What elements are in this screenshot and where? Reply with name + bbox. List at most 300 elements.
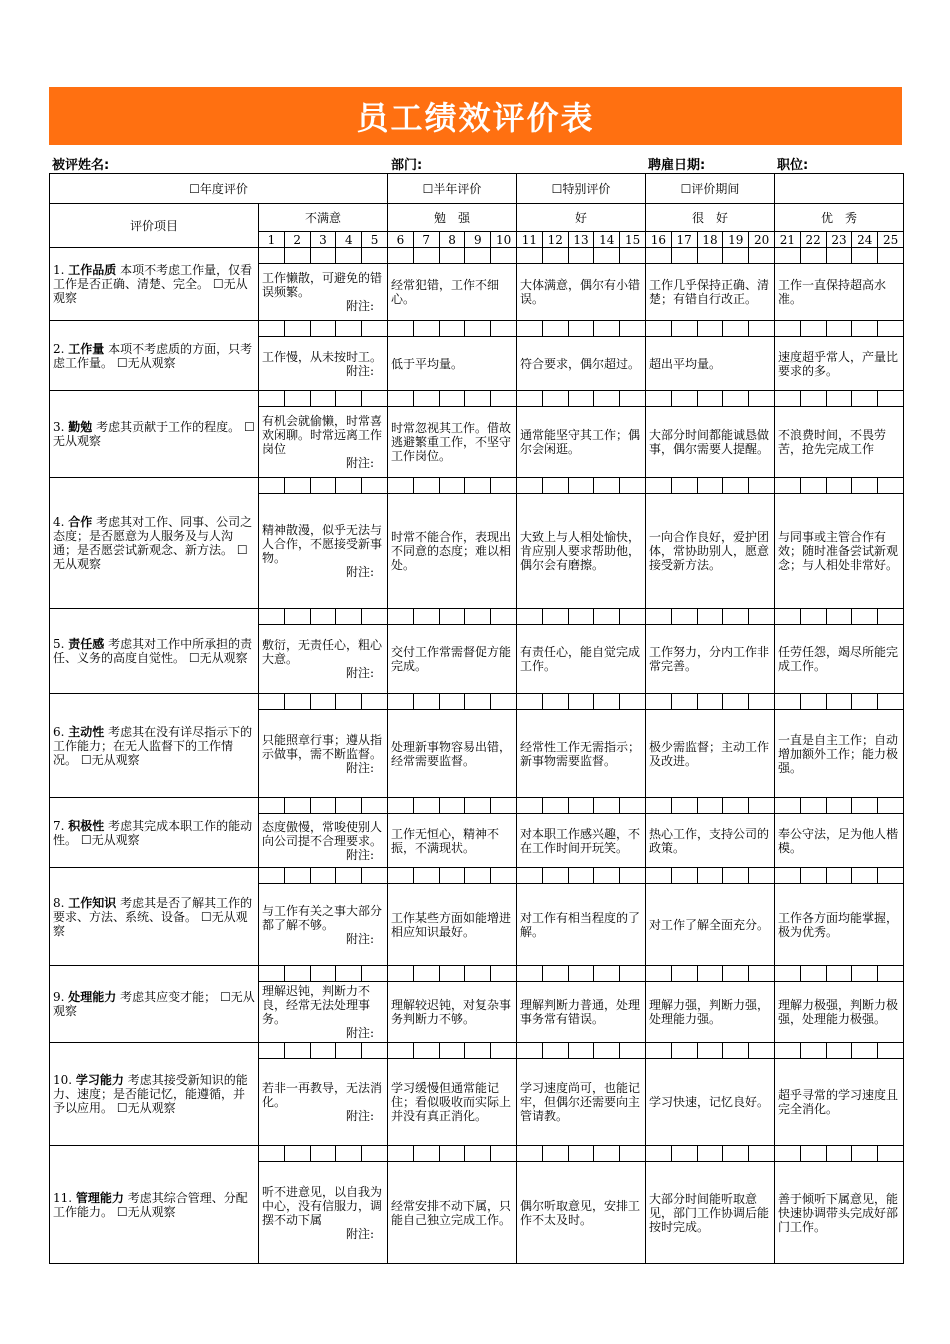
- score-box[interactable]: [749, 868, 775, 884]
- score-box[interactable]: [697, 609, 723, 625]
- score-box[interactable]: [774, 1146, 800, 1162]
- score-box[interactable]: [388, 391, 414, 407]
- score-box[interactable]: [826, 321, 852, 337]
- score-box[interactable]: [259, 798, 285, 814]
- score-box[interactable]: [517, 321, 543, 337]
- score-box[interactable]: [542, 391, 568, 407]
- score-box[interactable]: [594, 966, 620, 982]
- score-box[interactable]: [336, 868, 362, 884]
- score-box[interactable]: [568, 868, 594, 884]
- score-box[interactable]: [336, 1146, 362, 1162]
- score-box[interactable]: [362, 248, 388, 264]
- score-box[interactable]: [697, 868, 723, 884]
- score-box[interactable]: [284, 1043, 310, 1059]
- score-box[interactable]: [362, 798, 388, 814]
- score-box[interactable]: [852, 966, 878, 982]
- score-box[interactable]: [517, 391, 543, 407]
- score-box[interactable]: [362, 478, 388, 494]
- score-box[interactable]: [671, 1043, 697, 1059]
- score-box[interactable]: [362, 1043, 388, 1059]
- score-box[interactable]: [697, 1043, 723, 1059]
- score-box[interactable]: [594, 321, 620, 337]
- score-box[interactable]: [491, 248, 517, 264]
- score-box[interactable]: [388, 694, 414, 710]
- score-box[interactable]: [439, 609, 465, 625]
- criterion-number: 4.: [53, 515, 65, 529]
- score-box[interactable]: [878, 248, 904, 264]
- score-box[interactable]: [439, 868, 465, 884]
- no-observation-checkbox[interactable]: ☐无从观察: [53, 543, 248, 571]
- score-box[interactable]: [723, 391, 749, 407]
- review-period-field[interactable]: [774, 174, 903, 204]
- score-box[interactable]: [517, 1043, 543, 1059]
- score-box[interactable]: [774, 391, 800, 407]
- score-box[interactable]: [620, 966, 646, 982]
- score-box[interactable]: [517, 609, 543, 625]
- score-box[interactable]: [800, 391, 826, 407]
- score-box[interactable]: [878, 798, 904, 814]
- score-box[interactable]: [568, 1146, 594, 1162]
- score-box[interactable]: [852, 248, 878, 264]
- score-box[interactable]: [723, 609, 749, 625]
- score-box[interactable]: [465, 478, 491, 494]
- score-box[interactable]: [336, 1043, 362, 1059]
- score-box[interactable]: [439, 1146, 465, 1162]
- score-box[interactable]: [465, 609, 491, 625]
- score-box[interactable]: [284, 478, 310, 494]
- score-box[interactable]: [826, 694, 852, 710]
- score-box[interactable]: [259, 1146, 285, 1162]
- score-box[interactable]: [568, 248, 594, 264]
- score-box[interactable]: [852, 1146, 878, 1162]
- score-box[interactable]: [620, 1146, 646, 1162]
- score-box[interactable]: [336, 478, 362, 494]
- no-observation-checkbox[interactable]: ☐无从观察: [53, 990, 255, 1018]
- score-box[interactable]: [517, 694, 543, 710]
- score-box[interactable]: [310, 248, 336, 264]
- score-box[interactable]: [491, 609, 517, 625]
- score-box[interactable]: [413, 248, 439, 264]
- score-box[interactable]: [310, 868, 336, 884]
- score-box[interactable]: [568, 321, 594, 337]
- score-box[interactable]: [568, 391, 594, 407]
- score-box[interactable]: [259, 1043, 285, 1059]
- score-box[interactable]: [413, 868, 439, 884]
- level-description: [646, 1162, 775, 1264]
- review-period-option[interactable]: ☐评价期间: [646, 174, 775, 204]
- score-box[interactable]: [491, 868, 517, 884]
- score-box[interactable]: [284, 248, 310, 264]
- score-box[interactable]: [749, 248, 775, 264]
- score-box[interactable]: [336, 321, 362, 337]
- no-observation-checkbox[interactable]: ☐无从观察: [80, 752, 140, 767]
- score-box[interactable]: [439, 798, 465, 814]
- score-box[interactable]: [542, 966, 568, 982]
- score-box[interactable]: [388, 321, 414, 337]
- score-box[interactable]: [568, 798, 594, 814]
- score-box[interactable]: [800, 609, 826, 625]
- score-box[interactable]: [336, 966, 362, 982]
- score-box[interactable]: [284, 391, 310, 407]
- score-box[interactable]: [568, 1043, 594, 1059]
- score-box[interactable]: [697, 694, 723, 710]
- score-box[interactable]: [388, 248, 414, 264]
- score-box[interactable]: [697, 478, 723, 494]
- score-box[interactable]: [413, 694, 439, 710]
- score-box[interactable]: [646, 1043, 672, 1059]
- score-box[interactable]: [826, 478, 852, 494]
- score-box[interactable]: [800, 694, 826, 710]
- score-box[interactable]: [852, 321, 878, 337]
- score-box[interactable]: [310, 694, 336, 710]
- score-box[interactable]: [878, 1043, 904, 1059]
- half-year-review-option[interactable]: ☐半年评价: [388, 174, 517, 204]
- no-observation-checkbox[interactable]: ☐无从观察: [53, 420, 255, 448]
- score-box[interactable]: [620, 248, 646, 264]
- score-box[interactable]: [723, 1146, 749, 1162]
- score-box[interactable]: [336, 798, 362, 814]
- score-box[interactable]: [336, 694, 362, 710]
- score-box[interactable]: [774, 966, 800, 982]
- score-box[interactable]: [594, 868, 620, 884]
- score-box[interactable]: [284, 966, 310, 982]
- score-box[interactable]: [671, 798, 697, 814]
- score-box[interactable]: [852, 478, 878, 494]
- score-box[interactable]: [491, 966, 517, 982]
- score-box[interactable]: [259, 321, 285, 337]
- score-box[interactable]: [774, 868, 800, 884]
- level-description: [388, 1162, 517, 1264]
- score-box[interactable]: [465, 694, 491, 710]
- score-box[interactable]: [465, 966, 491, 982]
- score-box[interactable]: [259, 868, 285, 884]
- score-box[interactable]: [568, 966, 594, 982]
- score-box[interactable]: [723, 798, 749, 814]
- score-box[interactable]: [671, 609, 697, 625]
- score-box[interactable]: [491, 694, 517, 710]
- score-box[interactable]: [671, 391, 697, 407]
- score-box[interactable]: [671, 966, 697, 982]
- level-text: 工作一直保持超高水准。: [777, 278, 886, 306]
- score-box[interactable]: [284, 694, 310, 710]
- score-box[interactable]: [878, 478, 904, 494]
- score-box[interactable]: [826, 609, 852, 625]
- score-box[interactable]: [594, 694, 620, 710]
- score-box[interactable]: [388, 1146, 414, 1162]
- score-box[interactable]: [336, 609, 362, 625]
- score-box[interactable]: [852, 609, 878, 625]
- score-box[interactable]: [568, 478, 594, 494]
- score-box[interactable]: [284, 868, 310, 884]
- score-box[interactable]: [465, 391, 491, 407]
- no-observation-checkbox[interactable]: ☐无从观察: [80, 832, 140, 847]
- score-box[interactable]: [749, 966, 775, 982]
- score-box[interactable]: [826, 868, 852, 884]
- level-text: 极少需监督；主动工作及改进。: [649, 739, 770, 768]
- score-box[interactable]: [388, 868, 414, 884]
- score-box[interactable]: [284, 321, 310, 337]
- score-box[interactable]: [800, 1146, 826, 1162]
- score-box[interactable]: [594, 391, 620, 407]
- score-box[interactable]: [671, 868, 697, 884]
- score-box[interactable]: [259, 248, 285, 264]
- score-box[interactable]: [413, 321, 439, 337]
- score-box[interactable]: [749, 609, 775, 625]
- note-label: 附注:: [345, 1226, 375, 1241]
- level-text: 理解较迟钝，对复杂事务判断力不够。: [391, 998, 512, 1026]
- score-box[interactable]: [852, 868, 878, 884]
- score-box[interactable]: [671, 321, 697, 337]
- score-box[interactable]: [646, 868, 672, 884]
- score-box[interactable]: [800, 798, 826, 814]
- level-text: 理解迟钝，判断力不良，经常无法处理事务。: [262, 984, 371, 1026]
- score-box[interactable]: [800, 868, 826, 884]
- score-box[interactable]: [671, 478, 697, 494]
- score-box[interactable]: [310, 321, 336, 337]
- score-box[interactable]: [723, 868, 749, 884]
- score-box[interactable]: [259, 391, 285, 407]
- score-box[interactable]: [697, 966, 723, 982]
- score-box[interactable]: [878, 1146, 904, 1162]
- score-box[interactable]: [774, 478, 800, 494]
- score-box[interactable]: [852, 694, 878, 710]
- score-box[interactable]: [362, 321, 388, 337]
- score-box[interactable]: [826, 1043, 852, 1059]
- score-box[interactable]: [852, 798, 878, 814]
- score-box[interactable]: [646, 321, 672, 337]
- score-box[interactable]: [620, 798, 646, 814]
- score-box[interactable]: [259, 966, 285, 982]
- score-box[interactable]: [749, 391, 775, 407]
- score-box[interactable]: [800, 248, 826, 264]
- score-box[interactable]: [310, 609, 336, 625]
- score-box[interactable]: [542, 1146, 568, 1162]
- score-box[interactable]: [388, 609, 414, 625]
- score-box[interactable]: [568, 694, 594, 710]
- score-box[interactable]: [749, 1146, 775, 1162]
- no-observation-checkbox[interactable]: ☐无从观察: [53, 909, 248, 938]
- score-box[interactable]: [774, 321, 800, 337]
- score-box[interactable]: [491, 1146, 517, 1162]
- score-box[interactable]: [413, 966, 439, 982]
- score-box[interactable]: [284, 798, 310, 814]
- score-box[interactable]: [723, 248, 749, 264]
- score-box[interactable]: [491, 321, 517, 337]
- score-box[interactable]: [491, 1043, 517, 1059]
- score-box[interactable]: [517, 868, 543, 884]
- score-box[interactable]: [388, 966, 414, 982]
- score-box[interactable]: [542, 248, 568, 264]
- score-box[interactable]: [491, 478, 517, 494]
- score-box[interactable]: [310, 478, 336, 494]
- score-box[interactable]: [697, 1146, 723, 1162]
- score-box[interactable]: [413, 391, 439, 407]
- score-box[interactable]: [723, 1043, 749, 1059]
- score-box[interactable]: [826, 248, 852, 264]
- score-box[interactable]: [310, 1043, 336, 1059]
- score-box[interactable]: [646, 609, 672, 625]
- score-box[interactable]: [594, 1146, 620, 1162]
- score-box[interactable]: [646, 391, 672, 407]
- score-box[interactable]: [259, 609, 285, 625]
- score-box[interactable]: [878, 321, 904, 337]
- score-box[interactable]: [362, 1146, 388, 1162]
- score-box[interactable]: [413, 478, 439, 494]
- score-box[interactable]: [491, 391, 517, 407]
- score-box[interactable]: [388, 798, 414, 814]
- score-box[interactable]: [491, 798, 517, 814]
- score-box[interactable]: [594, 798, 620, 814]
- score-box[interactable]: [259, 478, 285, 494]
- score-box[interactable]: [439, 478, 465, 494]
- score-box[interactable]: [620, 694, 646, 710]
- score-box[interactable]: [439, 1043, 465, 1059]
- score-box[interactable]: [671, 248, 697, 264]
- no-observation-checkbox[interactable]: ☐无从观察: [116, 355, 176, 370]
- score-box[interactable]: [749, 1043, 775, 1059]
- score-box[interactable]: [259, 694, 285, 710]
- score-box[interactable]: [697, 321, 723, 337]
- score-box[interactable]: [413, 1043, 439, 1059]
- score-box[interactable]: [697, 248, 723, 264]
- annual-review-option[interactable]: ☐年度评价: [50, 174, 388, 204]
- score-box[interactable]: [749, 694, 775, 710]
- score-box[interactable]: [826, 1146, 852, 1162]
- score-box[interactable]: [413, 798, 439, 814]
- score-box[interactable]: [517, 1146, 543, 1162]
- score-box[interactable]: [800, 321, 826, 337]
- score-box[interactable]: [336, 391, 362, 407]
- score-box[interactable]: [826, 798, 852, 814]
- score-box[interactable]: [800, 478, 826, 494]
- score-box[interactable]: [620, 391, 646, 407]
- score-box[interactable]: [465, 1043, 491, 1059]
- score-box[interactable]: [646, 694, 672, 710]
- score-box[interactable]: [594, 609, 620, 625]
- score-box[interactable]: [620, 1043, 646, 1059]
- score-box[interactable]: [671, 1146, 697, 1162]
- special-review-option[interactable]: ☐特别评价: [517, 174, 646, 204]
- score-box[interactable]: [465, 868, 491, 884]
- score-box[interactable]: [542, 321, 568, 337]
- score-box[interactable]: [774, 1043, 800, 1059]
- score-box[interactable]: [646, 248, 672, 264]
- level-text: 超乎寻常的学习速度且完全消化。: [777, 1088, 898, 1116]
- score-box[interactable]: [310, 1146, 336, 1162]
- no-observation-checkbox[interactable]: ☐无从观察: [53, 277, 248, 305]
- score-box[interactable]: [439, 391, 465, 407]
- score-box[interactable]: [723, 321, 749, 337]
- score-box[interactable]: [774, 248, 800, 264]
- score-box[interactable]: [388, 1043, 414, 1059]
- score-box[interactable]: [723, 478, 749, 494]
- score-box[interactable]: [362, 609, 388, 625]
- score-box[interactable]: [439, 966, 465, 982]
- score-box[interactable]: [646, 1146, 672, 1162]
- score-box[interactable]: [723, 966, 749, 982]
- score-box[interactable]: [465, 798, 491, 814]
- score-box[interactable]: [620, 478, 646, 494]
- score-box[interactable]: [723, 694, 749, 710]
- score-box[interactable]: [878, 609, 904, 625]
- score-box[interactable]: [413, 1146, 439, 1162]
- score-box[interactable]: [362, 391, 388, 407]
- score-box[interactable]: [465, 321, 491, 337]
- score-box[interactable]: [542, 478, 568, 494]
- score-box[interactable]: [749, 321, 775, 337]
- score-box[interactable]: [439, 694, 465, 710]
- score-box[interactable]: [852, 391, 878, 407]
- score-box[interactable]: [646, 478, 672, 494]
- score-box[interactable]: [465, 1146, 491, 1162]
- score-box[interactable]: [878, 694, 904, 710]
- score-box[interactable]: [878, 868, 904, 884]
- score-box[interactable]: [697, 391, 723, 407]
- score-box[interactable]: [646, 966, 672, 982]
- score-box[interactable]: [774, 798, 800, 814]
- score-box[interactable]: [413, 609, 439, 625]
- no-observation-checkbox[interactable]: ☐无从观察: [116, 1101, 176, 1115]
- score-box[interactable]: [542, 1043, 568, 1059]
- score-box[interactable]: [774, 609, 800, 625]
- score-box[interactable]: [594, 1043, 620, 1059]
- score-box[interactable]: [774, 694, 800, 710]
- no-observation-checkbox[interactable]: ☐无从观察: [116, 1204, 176, 1219]
- score-box[interactable]: [620, 868, 646, 884]
- score-box[interactable]: [336, 248, 362, 264]
- score-box[interactable]: [749, 478, 775, 494]
- score-box[interactable]: [878, 391, 904, 407]
- score-box[interactable]: [284, 609, 310, 625]
- score-box[interactable]: [517, 478, 543, 494]
- score-box[interactable]: [594, 248, 620, 264]
- score-box[interactable]: [517, 966, 543, 982]
- score-box[interactable]: [465, 248, 491, 264]
- score-box[interactable]: [517, 798, 543, 814]
- score-box[interactable]: [826, 391, 852, 407]
- score-box[interactable]: [362, 966, 388, 982]
- no-observation-checkbox[interactable]: ☐无从观察: [188, 651, 248, 665]
- score-box[interactable]: [671, 694, 697, 710]
- score-box[interactable]: [517, 248, 543, 264]
- score-box[interactable]: [852, 1043, 878, 1059]
- score-box[interactable]: [310, 798, 336, 814]
- score-box[interactable]: [620, 321, 646, 337]
- score-box[interactable]: [646, 798, 672, 814]
- score-box[interactable]: [697, 798, 723, 814]
- score-box[interactable]: [362, 694, 388, 710]
- score-box[interactable]: [362, 868, 388, 884]
- score-box[interactable]: [542, 609, 568, 625]
- score-box[interactable]: [800, 966, 826, 982]
- score-box[interactable]: [310, 391, 336, 407]
- score-box[interactable]: [542, 798, 568, 814]
- score-box[interactable]: [749, 798, 775, 814]
- score-box[interactable]: [310, 966, 336, 982]
- score-box[interactable]: [388, 478, 414, 494]
- score-box[interactable]: [439, 321, 465, 337]
- score-box[interactable]: [439, 248, 465, 264]
- score-box[interactable]: [594, 478, 620, 494]
- score-box[interactable]: [542, 694, 568, 710]
- score-box[interactable]: [568, 609, 594, 625]
- score-box[interactable]: [620, 609, 646, 625]
- score-box[interactable]: [826, 966, 852, 982]
- score-box[interactable]: [878, 966, 904, 982]
- score-box[interactable]: [284, 1146, 310, 1162]
- score-box[interactable]: [542, 868, 568, 884]
- score-box[interactable]: [800, 1043, 826, 1059]
